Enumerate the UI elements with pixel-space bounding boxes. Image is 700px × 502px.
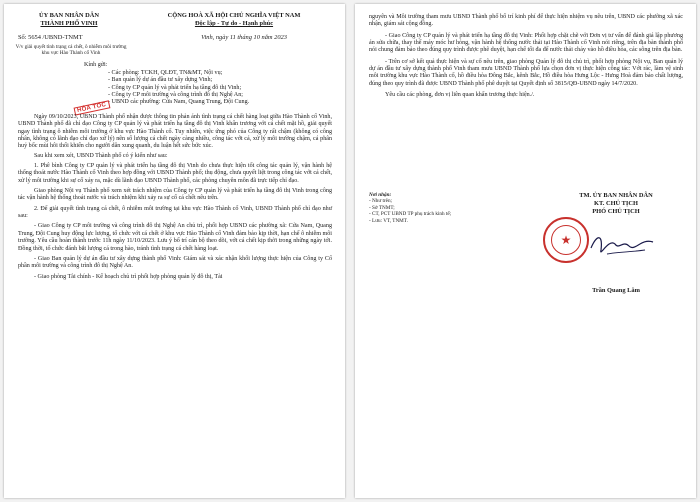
recipient-item: - Công ty CP môi trường và công trình đô thị Nghệ An; [108, 91, 243, 98]
issuer-line-2: THÀNH PHỐ VINH [40, 20, 98, 27]
signer-name: Trần Quang Lâm [592, 287, 640, 294]
cc-block [369, 192, 489, 224]
place-date: Vinh, ngày 11 tháng 10 năm 2023 [201, 34, 287, 41]
star-icon: ★ [551, 225, 581, 255]
recipients-label: Kính gửi: [84, 62, 108, 68]
letter-body [18, 114, 332, 281]
sign-title-3: PHÓ CHỦ TỊCH [592, 208, 640, 215]
sign-title-1: TM. ỦY BAN NHÂN DÂN [579, 192, 653, 199]
body-paragraph: - Trên cơ sở kết quả thực hiện và sự cố nêu trên, giao phòng Quản lý đô thị chủ trì, phối hợp phòng Nội vụ, Ban quản lý dự án đầu tư xây dựng thành phố Vinh tham mưu UBND Thành phố lựa chọn đơn vị thực hiện công tác: Vớt rác, làm vệ sinh môi trường khu vực Hào Thành cổ, hồ điều hòa Đông Bắc, kênh Bắc, Hồ điều hòa Hưng Lộc - Hưng Hoà đảm bảo chất lượng, đúng theo quy trình đã được UBND Thành phố phê duyệt tại Quyết định số 3815/QĐ-UBND ngày 14/7/2020. [369, 58, 683, 87]
national-line-1: CỘNG HOÀ XÃ HỘI CHỦ NGHĨA VIỆT NAM [167, 12, 301, 19]
issuer-header [14, 12, 124, 28]
doc-number: Số: 5654 /UBND-TNMT [18, 34, 83, 41]
recipients-list [108, 70, 338, 106]
cc-label: Nơi nhận: [369, 192, 392, 198]
national-header [126, 12, 342, 28]
body-paragraph: - Giao Ban quản lý dự án đầu tư xây dựng thành phố Vinh: Giám sát và xác nhận khối lượng thực hiện của Công ty Cổ phần môi trường và công trình đô thị Nghệ An. [18, 255, 332, 270]
cc-item: - Lưu: VT, TNMT. [369, 217, 408, 224]
body-paragraph: Yêu cầu các phòng, đơn vị liên quan khẩn trương thực hiện./. [385, 92, 535, 99]
recipient-item: - Công ty CP quản lý và phát triển hạ tầng đô thị Vinh; [108, 84, 242, 91]
body-paragraph: nguyên và Môi trường tham mưu UBND Thành phố bố trí kinh phí để thực hiện nhiệm vụ nêu trên, UBND các phường xã xác nhận, giám sát cộng đồng. [369, 14, 683, 28]
signature-scribble [587, 228, 657, 262]
cc-item: - Như trên; [369, 198, 392, 205]
body-paragraph: - Giao Công ty CP quản lý và phát triển hạ tầng đô thị Vinh: Phối hợp chặt chẽ với Đơn vị tư vấn để đánh giá lập phương án sửa chữa, thay thế máy móc hư hỏng, vận hành hệ thống nước thải tại Hào Thành cổ Vinh nói riêng, trên địa bàn thành phố nói chung đảm bảo theo đúng quy trình được phê duyệt, hạn chế tối đa để nước thải chảy vào hồ điều hòa, các sông trên địa bàn. [369, 32, 683, 54]
body-paragraph: Ngày 09/10/2023, UBND Thành phố nhận được thông tin phản ánh tình trạng cá chết hàng loạt giữa Hào Thành cổ Vinh, UBND Thành phố đã chỉ đạo Công ty CP quản lý và phát triển hạ tầng đô thị Vinh khẩn trương vớt cá chết mặt hồ, giải quyết ngay tình trạng ô nhiễm môi trường ở khu vực Hào Thành cổ. Tuy nhiên, việc ứng phó của Công ty rất chậm (không có công nhân, không có lãnh đạo chỉ đạo xử lý) nên số lượng cá chết ngày càng nhiều, công tác vớt cá, xử lý môi trường chậm, cá phân huỷ bốc mùi hôi thối khiến cho người dân xung quanh, du luận hết sức bức xúc. [18, 114, 332, 150]
urgent-stamp: HỎA TỐC [74, 100, 110, 115]
national-motto: Độc lập - Tự do - Hạnh phúc [194, 20, 274, 27]
body-paragraph: - Giao Công ty CP môi trường và công trình đô thị Nghệ An chủ trì, phối hợp UBND các phường xã: Cửa Nam, Quang Trung, Đội Cung huy động lực lượng, tổ chức vớt cá chết ở khu vực Hào Thành cổ Vinh đảm bảo kịp thời, hạn chế ô nhiễm môi trường. Yêu cầu hoàn thành trước 11h ngày 11/10/2023. Lưu ý bố trí cán bộ theo dõi, vớt cá chết kịp thời trong những ngày tới. Đồng thời, tổ chức đánh bắt lượng cá trong hào, tránh tình trạng cá chết hàng loạt. [18, 223, 332, 252]
recipient-item: - UBND các phường: Cửa Nam, Quang Trung, Đội Cung. [108, 99, 250, 106]
letter-body-continued [369, 14, 683, 99]
cc-item: - Sở TNMT; [369, 204, 395, 211]
body-paragraph: Sau khi xem xét, UBND Thành phố có ý kiến như sau: [34, 152, 168, 159]
recipient-item: - Ban quản lý dự án đầu tư xây dựng Vinh; [108, 77, 213, 84]
sign-title-2: KT. CHỦ TỊCH [594, 200, 638, 207]
body-paragraph: Giao phòng Nội vụ Thành phố xem xét trách nhiệm của Công ty CP quản lý và phát triển hạ tầng đô thị Vinh trong công tác vận hành hệ thống thoát nước và trách nhiệm khi xảy ra sự cố cá chết nêu trên. [18, 188, 332, 202]
cc-item: - CT, PCT UBND TP phụ trách kinh tế; [369, 211, 452, 218]
issuer-line-1: ỦY BAN NHÂN DÂN [39, 12, 99, 19]
document-page-2 [355, 4, 696, 498]
body-paragraph: 2. Để giải quyết tình trạng cá chết, ô nhiễm môi trường tại khu vực Hào Thành cổ Vinh, UBND Thành phố chỉ đạo như sau: [18, 205, 332, 220]
doc-subject: V/v giải quyết tình trạng cá chết, ô nhiễm môi trường khu vực Hào Thành cổ Vinh [15, 44, 127, 57]
body-paragraph: - Giao phòng Tài chính - Kế hoạch chủ trì phối hợp phòng quản lý đô thị, Tài [34, 273, 223, 280]
official-seal [543, 217, 589, 263]
recipient-item: - Các phòng: TCKH, QLĐT, TN&MT, Nội vụ; [108, 70, 223, 76]
signature-block [541, 192, 691, 216]
body-paragraph: 1. Phê bình Công ty CP quản lý và phát triển hạ tầng đô thị Vinh do chưa thực hiện tốt công tác quản lý, vận hành hệ thống thoát nước Hào Thành cổ Vinh theo hợp đồng với UBND Thành phố; thụ động, chưa quyết liệt trong công tác vớt cá chết, xử lý môi trường khi sự cố xảy ra, mặc dù lãnh đạo UBND Thành phố, các phòng chuyên môn đã trực tiếp chỉ đạo. [18, 163, 332, 184]
document-page-1 [4, 4, 345, 498]
